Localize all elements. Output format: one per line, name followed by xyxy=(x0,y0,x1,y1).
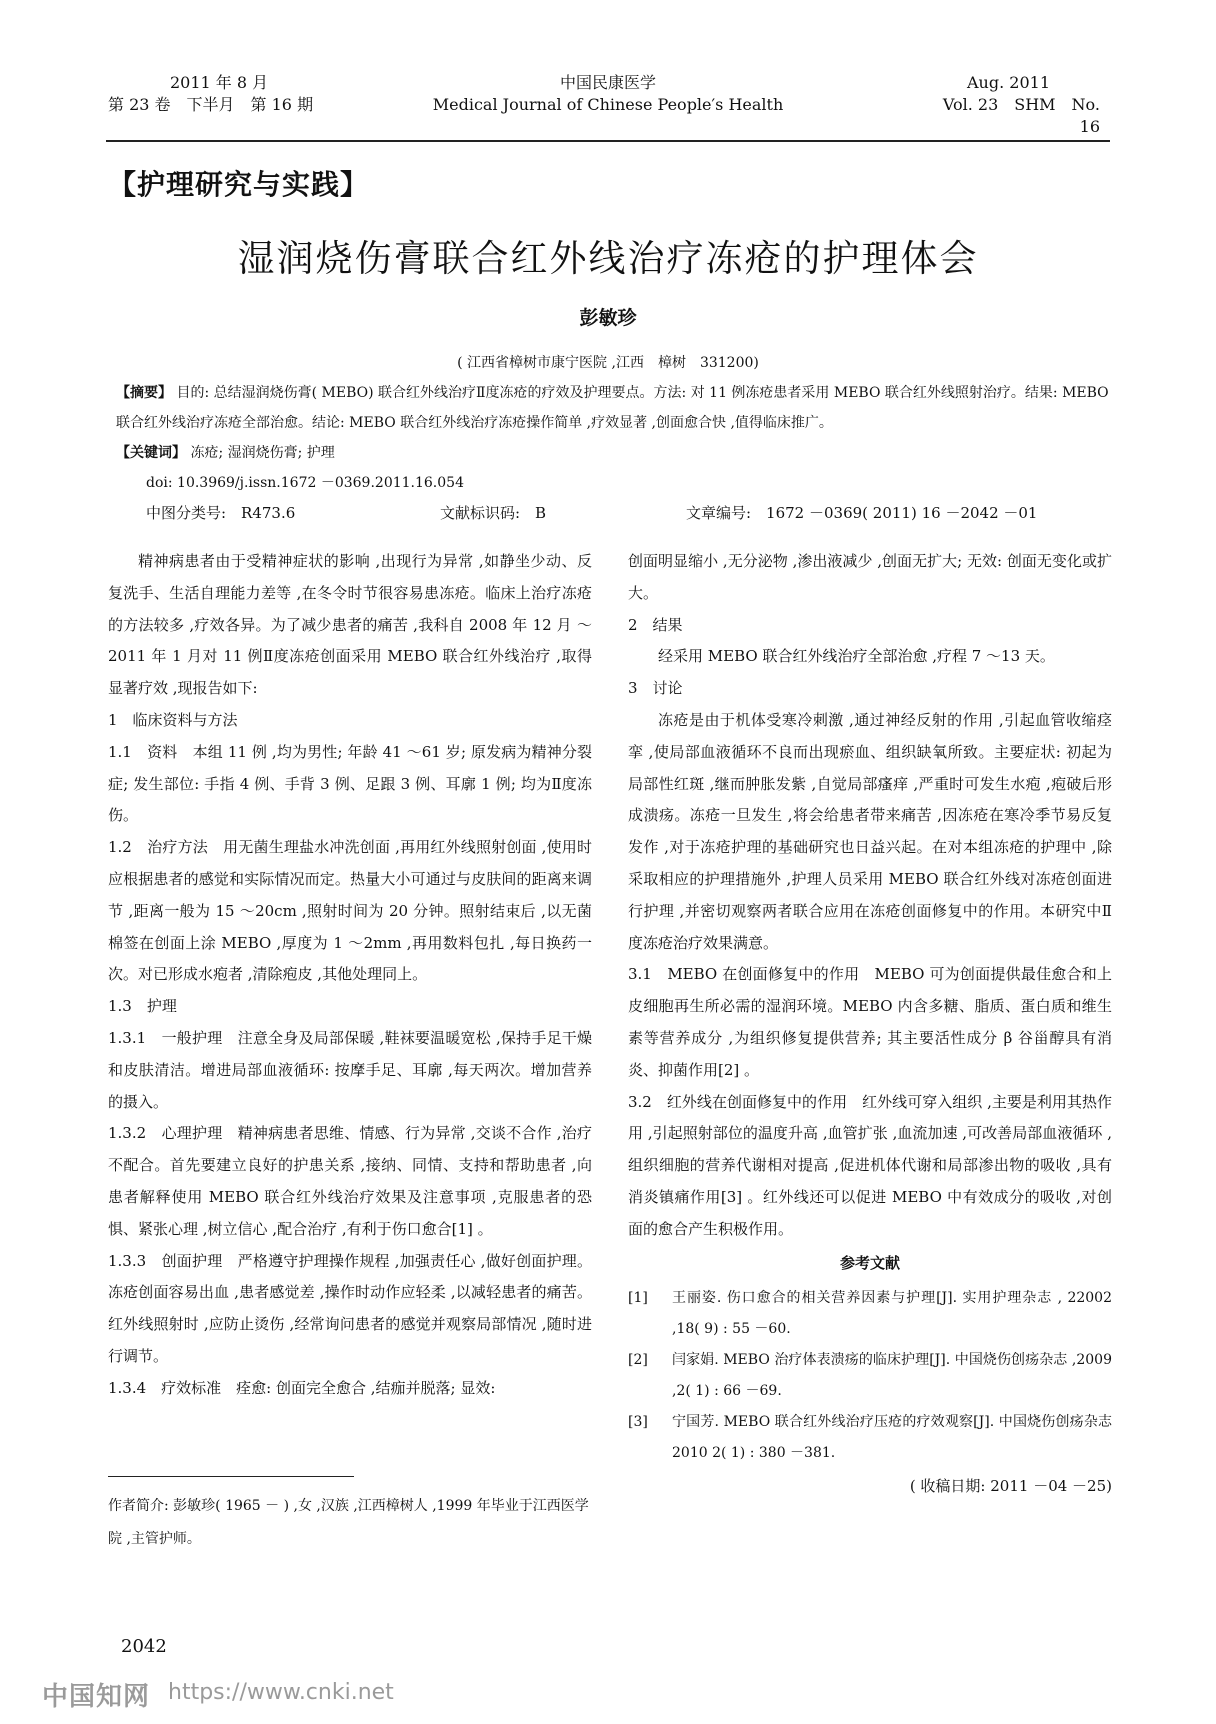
page-number: 2042 xyxy=(121,1636,167,1657)
paragraph-materials: 1.1 资料 本组 11 例 ,均为男性; 年龄 41 ～61 岁; 原发病为精神分裂症; 发生部位: 手指 4 例、手背 3 例、足跟 3 例、耳廓 1 例; 均为Ⅱ度冻伤。 xyxy=(108,742,592,825)
author-name: 彭敏珍 xyxy=(579,307,637,329)
paragraph-psych-nursing: 1.3.2 心理护理 精神病患者思维、情感、行为异常 ,交谈不合作 ,治疗不配合。首先要建立良好的护患关系 ,接纳、同情、支持和帮助患者 ,向患者解释使用 MEBO 联合红外线治疗效果及注意事项 ,克服患者的恐惧、紧张心理 ,树立信心 ,配合治疗 ,有利于伤口愈合[1] 。 xyxy=(108,1124,592,1238)
reference-item xyxy=(628,1345,1112,1407)
cnki-url[interactable]: https://www.cnki.net xyxy=(168,1680,394,1705)
paragraph-general-nursing: 1.3.1 一般护理 注意全身及局部保暖 ,鞋袜要温暖宽松 ,保持手足干燥和皮肤清洁。增进局部血液循环: 按摩手足、耳廓 ,每天两次。增加营养的摄入。 xyxy=(108,1028,592,1111)
header-right xyxy=(920,72,1100,138)
reference-item xyxy=(628,1407,1112,1469)
reference-number: [2] xyxy=(628,1352,648,1369)
header-rule xyxy=(106,140,1110,142)
section-tag: 【护理研究与实践】 xyxy=(108,168,370,201)
reference-text: 宁国芳. MEBO 联合红外线治疗压疮的疗效观察[J]. 中国烧伤创疡杂志 2010 2( 1) : 380 －381. xyxy=(672,1414,1112,1462)
clc-number: 中图分类号: R473.6 xyxy=(146,504,296,522)
reference-item xyxy=(628,1283,1112,1345)
reference-number: [1] xyxy=(628,1290,648,1307)
paragraph-infrared-role: 3.2 红外线在创面修复中的作用 红外线可穿入组织 ,主要是利用其热作用 ,引起照射部位的温度升高 ,血管扩张 ,血流加速 ,可改善局部血液循环 ,组织细胞的营养代谢相对提高 ,促进机体代谢和局部渗出物的吸收 ,具有消炎镇痛作用[3] 。红外线还可以促进 MEBO 中有效成分的吸收 ,对创面的愈合产生积极作用。 xyxy=(628,1092,1112,1238)
paragraph-results: 经采用 MEBO 联合红外线治疗全部治愈 ,疗程 7 ～13 天。 xyxy=(658,647,1055,666)
paragraph-methods: 1.2 治疗方法 用无菌生理盐水冲洗创面 ,再用红外线照射创面 ,使用时应根据患者的感觉和实际情况而定。热量大小可通过与皮肤间的距离来调节 ,距离一般为 15 ～20cm ,照射时间为 20 分钟。照射结束后 ,以无菌棉签在创面上涂 MEBO ,厚度为 1 ～2mm ,再用数料包扎 ,每日换药一次。对已形成水疱者 ,清除疱皮 ,其他处理同上。 xyxy=(108,838,592,984)
article-number: 文章编号: 1672 －0369( 2011) 16 －2042 －01 xyxy=(686,504,1038,522)
paragraph-mebo-role: 3.1 MEBO 在创面修复中的作用 MEBO 可为创面提供最佳愈合和上皮细胞再生所必需的湿润环境。MEBO 内含多糖、脂质、蛋白质和维生素等营养成分 ,为组织修复提供营养; 其主要活性成分 β 谷甾醇具有消炎、抑菌作用[2] 。 xyxy=(628,965,1112,1079)
keywords xyxy=(116,438,1116,468)
abstract-text: 目的: 总结湿润烧伤膏( MEBO) 联合红外线治疗Ⅱ度冻疮的疗效及护理要点。方法: 对 11 例冻疮患者采用 MEBO 联合红外线照射治疗。结果: MEBO 联合红外线治疗冻疮全部治愈。结论: MEBO 联合红外线治疗冻疮操作简单 ,疗效显著 ,创面愈合快 ,值得临床推广。 xyxy=(116,385,1109,431)
section-heading-3: 3 讨论 xyxy=(628,679,683,698)
body-left-column xyxy=(108,546,592,1405)
author-footnote: 作者简介: 彭敏珍( 1965 － ) ,女 ,汉族 ,江西樟树人 ,1999 年毕业于江西医学院 ,主管护师。 xyxy=(108,1498,589,1547)
header-volume: 第 23 卷 下半月 第 16 期 xyxy=(108,95,314,114)
intro-paragraph: 精神病患者由于受精神症状的影响 ,出现行为异常 ,如静坐少动、反复洗手、生活自理能力差等 ,在冬令时节很容易患冻疮。临床上治疗冻疮的方法较多 ,疗效各异。为了减少患者的痛苦 ,我科自 2008 年 12 月 ～2011 年 1 月对 11 例Ⅱ度冻疮创面采用 MEBO 联合红外线治疗 ,取得显著疗效 ,现报告如下: xyxy=(108,552,592,698)
received-date: ( 收稿日期: 2011 －04 －25) xyxy=(909,1477,1112,1496)
header-left xyxy=(108,72,314,116)
section-heading-2: 2 结果 xyxy=(628,615,683,634)
references-heading: 参考文献 xyxy=(839,1253,900,1272)
header-volume-en: Vol. 23 SHM No. 16 xyxy=(942,95,1100,136)
header-date-en: Aug. 2011 xyxy=(967,73,1050,92)
keywords-text: 冻疮; 湿润烧伤膏; 护理 xyxy=(190,445,335,461)
cnki-logo: 中国知网 xyxy=(42,1682,151,1712)
subsection-heading-nursing: 1.3 护理 xyxy=(108,997,177,1016)
document-code: 文献标识码: B xyxy=(440,504,547,522)
article-title: 湿润烧伤膏联合红外线治疗冻疮的护理体会 xyxy=(237,237,979,280)
author-affiliation: ( 江西省樟树市康宁医院 ,江西 樟树 331200) xyxy=(457,355,759,371)
paragraph-criteria: 1.3.4 疗效标准 痊愈: 创面完全愈合 ,结痂并脱落; 显效: xyxy=(108,1378,496,1397)
header-center xyxy=(408,72,808,116)
reference-text: 王丽姿. 伤口愈合的相关营养因素与护理[J]. 实用护理杂志 , 22002 ,18( 9) : 55 －60. xyxy=(672,1290,1112,1338)
abstract-label: 【摘要】 xyxy=(116,385,172,401)
abstract xyxy=(116,378,1116,438)
paragraph-criteria-cont: 创面明显缩小 ,无分泌物 ,渗出液减少 ,创面无扩大; 无效: 创面无变化或扩大。 xyxy=(628,552,1112,602)
keywords-label: 【关键词】 xyxy=(116,445,186,461)
paragraph-discussion: 冻疮是由于机体受寒冷刺激 ,通过神经反射的作用 ,引起血管收缩痉挛 ,使局部血液循环不良而出现瘀血、组织缺氧所致。主要症状: 初起为局部性红斑 ,继而肿胀发紫 ,自觉局部瘙痒 ,严重时可发生水疱 ,疱破后形成溃疡。冻疮一旦发生 ,将会给患者带来痛苦 ,因冻疮在寒冷季节易反复发作 ,对于冻疮护理的基础研究也日益兴起。在对本组冻疮的护理中 ,除采取相应的护理措施外 ,护理人员采用 MEBO 联合红外线对冻疮创面进行护理 ,并密切观察两者联合应用在冻疮创面修复中的作用。本研究中Ⅱ度冻疮治疗效果满意。 xyxy=(628,710,1112,952)
header-date: 2011 年 8 月 xyxy=(170,73,269,92)
reference-number: [3] xyxy=(628,1414,648,1431)
paragraph-wound-nursing: 1.3.3 创面护理 严格遵守护理操作规程 ,加强责任心 ,做好创面护理。冻疮创面容易出血 ,患者感觉差 ,操作时动作应轻柔 ,以减轻患者的痛苦。红外线照射时 ,应防止烫伤 ,经常询问患者的感觉并观察局部情况 ,随时进行调节。 xyxy=(108,1251,592,1365)
journal-name-en: Medical Journal of Chinese People′s Health xyxy=(432,95,784,114)
section-heading-1: 1 临床资料与方法 xyxy=(108,710,238,729)
doi: doi: 10.3969/j.issn.1672 －0369.2011.16.054 xyxy=(146,475,464,491)
reference-text: 闫家娟. MEBO 治疗体表溃疡的临床护理[J]. 中国烧伤创疡杂志 ,2009 ,2( 1) : 66 －69. xyxy=(672,1352,1112,1400)
journal-name-cn: 中国民康医学 xyxy=(559,73,656,92)
footnote-rule xyxy=(108,1476,354,1477)
body-right-column xyxy=(628,546,1112,1503)
